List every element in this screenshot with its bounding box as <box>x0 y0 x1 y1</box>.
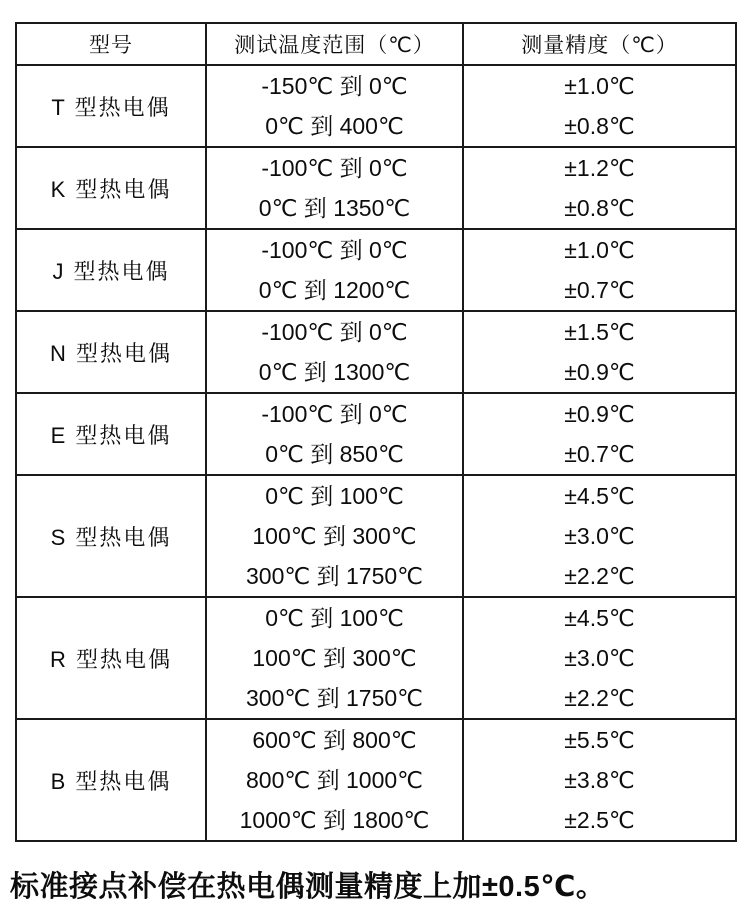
range-value: 300℃ 到 1750℃ <box>246 685 423 711</box>
accuracy-value: ±2.2℃ <box>564 563 635 589</box>
range-cell <box>206 229 463 311</box>
range-cell <box>206 597 463 719</box>
range-cell <box>206 475 463 597</box>
range-value: 0℃ 到 1300℃ <box>258 359 411 385</box>
accuracy-value: ±0.9℃ <box>564 401 635 427</box>
table-row-r <box>16 597 736 719</box>
accuracy-value: ±1.0℃ <box>564 237 635 263</box>
range-value: -100℃ 到 0℃ <box>261 237 408 263</box>
model-label: J 型热电偶 <box>16 229 206 311</box>
table-row-n <box>16 311 736 393</box>
range-value: -150℃ 到 0℃ <box>261 73 408 99</box>
range-value: 0℃ 到 1350℃ <box>258 195 411 221</box>
accuracy-value: ±4.5℃ <box>564 605 635 631</box>
table-row-s <box>16 475 736 597</box>
range-value: 100℃ 到 300℃ <box>252 645 417 671</box>
model-label: B 型热电偶 <box>16 719 206 841</box>
table-row-e <box>16 393 736 475</box>
model-label: S 型热电偶 <box>16 475 206 597</box>
cold-junction-compensation-note: 标准接点补偿在热电偶测量精度上加±0.5℃。 <box>10 871 606 903</box>
accuracy-value: ±5.5℃ <box>564 727 635 753</box>
range-value: 0℃ 到 400℃ <box>265 113 404 139</box>
table-row-j <box>16 229 736 311</box>
range-value: 800℃ 到 1000℃ <box>246 767 423 793</box>
accuracy-cell <box>463 719 736 841</box>
accuracy-value: ±1.0℃ <box>564 73 635 99</box>
range-value: 0℃ 到 850℃ <box>265 441 404 467</box>
model-label: E 型热电偶 <box>16 393 206 475</box>
table-row-t <box>16 65 736 147</box>
range-value: 0℃ 到 100℃ <box>265 605 404 631</box>
thermocouple-spec-table <box>15 22 737 842</box>
model-label: T 型热电偶 <box>16 65 206 147</box>
accuracy-value: ±1.2℃ <box>564 155 635 181</box>
model-label: R 型热电偶 <box>16 597 206 719</box>
accuracy-cell <box>463 147 736 229</box>
model-label: N 型热电偶 <box>16 311 206 393</box>
accuracy-cell <box>463 475 736 597</box>
accuracy-value: ±3.0℃ <box>564 645 635 671</box>
accuracy-value: ±0.8℃ <box>564 113 635 139</box>
accuracy-cell <box>463 393 736 475</box>
accuracy-value: ±3.8℃ <box>564 767 635 793</box>
accuracy-value: ±0.9℃ <box>564 359 635 385</box>
range-cell <box>206 65 463 147</box>
range-value: 1000℃ 到 1800℃ <box>239 807 430 833</box>
table-row-b <box>16 719 736 841</box>
accuracy-value: ±3.0℃ <box>564 523 635 549</box>
range-value: -100℃ 到 0℃ <box>261 401 408 427</box>
header-model: 型号 <box>16 23 206 65</box>
range-cell <box>206 147 463 229</box>
range-value: 300℃ 到 1750℃ <box>246 563 423 589</box>
range-value: 0℃ 到 1200℃ <box>258 277 411 303</box>
accuracy-value: ±0.7℃ <box>564 277 635 303</box>
header-accuracy: 测量精度（℃） <box>463 23 736 65</box>
table-row-k <box>16 147 736 229</box>
header-row <box>16 23 736 65</box>
model-label: K 型热电偶 <box>16 147 206 229</box>
accuracy-value: ±4.5℃ <box>564 483 635 509</box>
accuracy-value: ±2.5℃ <box>564 807 635 833</box>
range-value: 600℃ 到 800℃ <box>252 727 417 753</box>
range-value: -100℃ 到 0℃ <box>261 319 408 345</box>
accuracy-value: ±0.7℃ <box>564 441 635 467</box>
range-cell <box>206 719 463 841</box>
header-temp-range: 测试温度范围（℃） <box>206 23 463 65</box>
range-cell <box>206 393 463 475</box>
accuracy-cell <box>463 65 736 147</box>
accuracy-cell <box>463 229 736 311</box>
range-value: 100℃ 到 300℃ <box>252 523 417 549</box>
range-cell <box>206 311 463 393</box>
accuracy-value: ±0.8℃ <box>564 195 635 221</box>
accuracy-value: ±1.5℃ <box>564 319 635 345</box>
range-value: -100℃ 到 0℃ <box>261 155 408 181</box>
accuracy-value: ±2.2℃ <box>564 685 635 711</box>
accuracy-cell <box>463 311 736 393</box>
accuracy-cell <box>463 597 736 719</box>
range-value: 0℃ 到 100℃ <box>265 483 404 509</box>
